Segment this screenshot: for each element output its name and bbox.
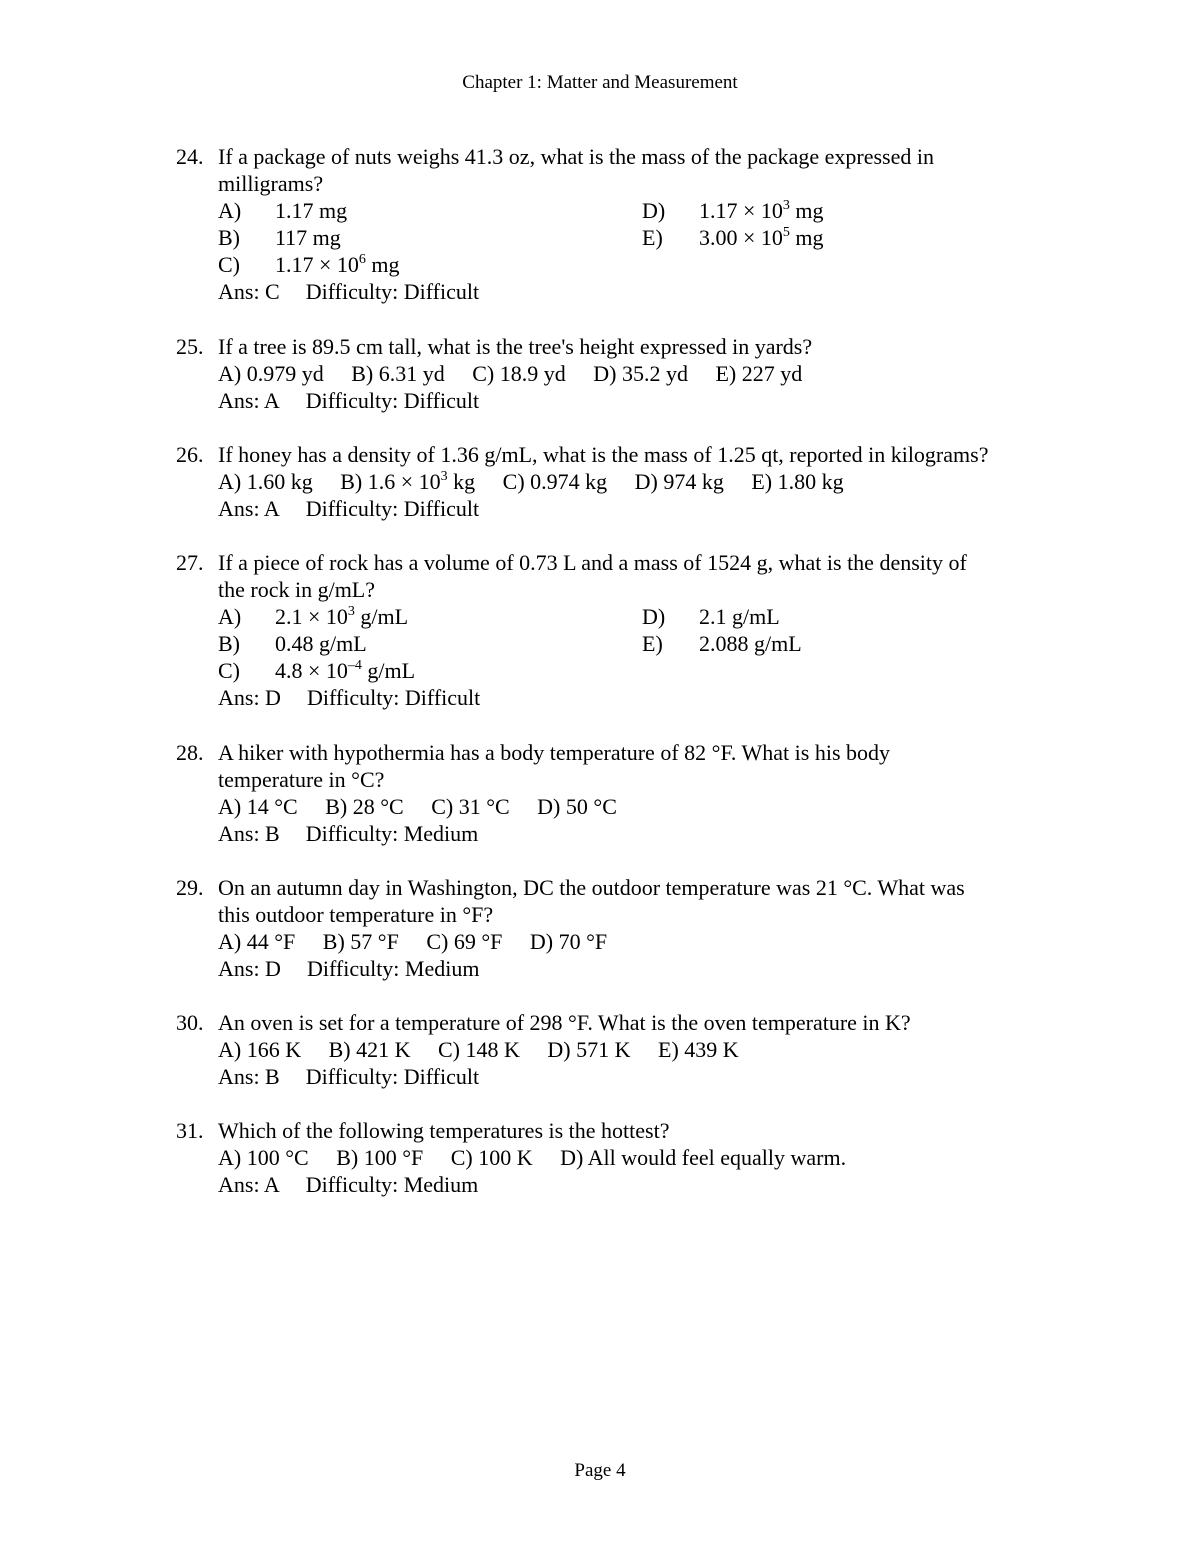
option-label: C) <box>218 252 240 277</box>
option-value: 0.48 g/mL <box>275 631 367 656</box>
option: B) 57 °F <box>322 929 399 954</box>
option: C) 148 K <box>438 1037 520 1062</box>
option: C) 100 K <box>450 1145 533 1170</box>
question-number: 27. <box>176 550 204 575</box>
question-text: A hiker with hypothermia has a body temperature of 82 °F. What is his body <box>218 740 891 765</box>
option-value: 1.17 mg <box>275 198 348 223</box>
question-text: If a tree is 89.5 cm tall, what is the tree's height expressed in yards? <box>218 334 813 359</box>
answer-line <box>218 387 1076 414</box>
question-number: 29. <box>176 875 204 900</box>
option: A) 0.979 yd <box>218 361 324 386</box>
option-value: 2.1 g/mL <box>699 604 780 629</box>
answer-line <box>218 1063 1076 1090</box>
question-number: 31. <box>176 1118 204 1143</box>
answer: Ans: A <box>218 496 280 521</box>
option-row <box>218 468 1076 495</box>
difficulty: Difficulty: Difficult <box>305 496 480 521</box>
difficulty: Difficulty: Difficult <box>305 1064 480 1089</box>
question-text: this outdoor temperature in °F? <box>218 902 494 927</box>
answer-line <box>218 278 1076 305</box>
option-value: $1.17 \times 10^3$ mg <box>699 198 824 223</box>
answer: Ans: A <box>218 1172 280 1197</box>
question-26 <box>176 441 1076 522</box>
answer: Ans: C <box>218 279 280 304</box>
option-row <box>218 630 1076 657</box>
option-row <box>218 197 1076 224</box>
option: D) 571 K <box>547 1037 631 1062</box>
question-24 <box>176 143 1076 305</box>
difficulty: Difficulty: Medium <box>306 956 480 981</box>
option: D) 50 °C <box>537 794 617 819</box>
option-row <box>218 1036 1076 1063</box>
option-value: $1.17 \times 10^6$ mg <box>275 252 400 277</box>
option-label: D) <box>642 198 666 223</box>
answer: Ans: A <box>218 388 280 413</box>
option: E) 1.80 kg <box>751 469 844 494</box>
answer-line <box>218 684 1076 711</box>
option: B) $1.6 \times 10^3$ kg <box>340 469 476 494</box>
question-text: If honey has a density of 1.36 g/mL, what is the mass of 1.25 qt, reported in kilograms? <box>218 442 989 467</box>
option-label: E) <box>642 225 663 250</box>
question-31 <box>176 1117 1076 1198</box>
option-label: A) <box>218 198 242 223</box>
answer: Ans: B <box>218 1064 280 1089</box>
answer-line <box>218 1171 1076 1198</box>
question-text: the rock in g/mL? <box>218 577 376 602</box>
page-header: Chapter 1: Matter and Measurement <box>462 72 738 93</box>
option: A) 166 K <box>218 1037 302 1062</box>
answer-line <box>218 955 1076 982</box>
option: D) 70 °F <box>529 929 608 954</box>
question-text: If a package of nuts weighs 41.3 oz, what is the mass of the package expressed in <box>218 144 934 169</box>
option-value: $3.00 \times 10^5$ mg <box>699 225 824 250</box>
option-row <box>218 360 1076 387</box>
option-value: $2.1 \times 10^3$ g/mL <box>275 604 409 629</box>
question-number: 28. <box>176 740 204 765</box>
difficulty: Difficulty: Medium <box>305 1172 479 1197</box>
question-text: An oven is set for a temperature of 298 °F. What is the oven temperature in K? <box>218 1010 911 1035</box>
option-row <box>218 224 1076 251</box>
option: A) 44 °F <box>218 929 296 954</box>
difficulty: Difficulty: Difficult <box>305 279 480 304</box>
option: D) All would feel equally warm. <box>560 1145 847 1170</box>
option-label: B) <box>218 225 240 250</box>
difficulty: Difficulty: Medium <box>305 821 479 846</box>
option: E) 439 K <box>658 1037 739 1062</box>
option: A) 1.60 kg <box>218 469 313 494</box>
question-29 <box>176 874 1076 982</box>
question-number: 26. <box>176 442 204 467</box>
option-label: E) <box>642 631 663 656</box>
option: A) 100 °C <box>218 1145 309 1170</box>
question-number: 24. <box>176 144 204 169</box>
question-text: If a piece of rock has a volume of 0.73 L and a mass of 1524 g, what is the density of <box>218 550 967 575</box>
option-label: C) <box>218 658 240 683</box>
option: C) 31 °C <box>431 794 510 819</box>
option-row <box>218 251 1076 278</box>
option: C) 69 °F <box>426 929 503 954</box>
option-label: B) <box>218 631 240 656</box>
option-label: D) <box>642 604 666 629</box>
option-row <box>218 1144 1076 1171</box>
option: B) 100 °F <box>336 1145 424 1170</box>
answer: Ans: D <box>218 685 281 710</box>
option-row <box>218 928 1076 955</box>
question-28 <box>176 739 1076 847</box>
option: C) 0.974 kg <box>502 469 608 494</box>
difficulty: Difficulty: Difficult <box>305 388 480 413</box>
question-text: temperature in °C? <box>218 767 385 792</box>
option-row <box>218 657 1076 684</box>
question-27 <box>176 549 1076 711</box>
question-text: milligrams? <box>218 171 324 196</box>
answer: Ans: D <box>218 956 281 981</box>
option: C) 18.9 yd <box>472 361 566 386</box>
option: D) 974 kg <box>634 469 724 494</box>
option-value: $4.8 \times 10^{-4}$ g/mL <box>275 658 416 683</box>
question-text: Which of the following temperatures is the hottest? <box>218 1118 670 1143</box>
option-row <box>218 793 1076 820</box>
option: D) 35.2 yd <box>593 361 688 386</box>
answer-line <box>218 820 1076 847</box>
difficulty: Difficulty: Difficult <box>306 685 481 710</box>
page-number: Page 4 <box>574 1460 626 1481</box>
answer-line <box>218 495 1076 522</box>
option-value: 2.088 g/mL <box>699 631 802 656</box>
question-number: 30. <box>176 1010 204 1035</box>
option-label: A) <box>218 604 242 629</box>
option-value: 117 mg <box>275 225 341 250</box>
question-30 <box>176 1009 1076 1090</box>
option: B) 6.31 yd <box>351 361 445 386</box>
option-row <box>218 603 1076 630</box>
option: B) 421 K <box>328 1037 411 1062</box>
option: A) 14 °C <box>218 794 298 819</box>
question-25 <box>176 333 1076 414</box>
option: B) 28 °C <box>325 794 404 819</box>
option: E) 227 yd <box>715 361 803 386</box>
answer: Ans: B <box>218 821 280 846</box>
question-number: 25. <box>176 334 204 359</box>
question-text: On an autumn day in Washington, DC the outdoor temperature was 21 °C. What was <box>218 875 965 900</box>
